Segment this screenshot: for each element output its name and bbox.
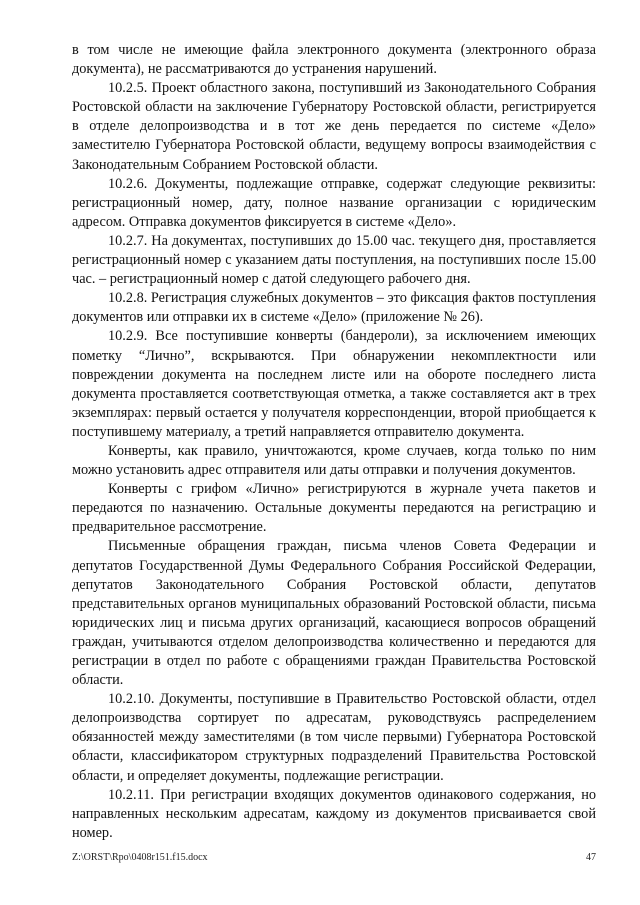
file-path: Z:\ORST\Rpo\0408r151.f15.docx [72, 852, 208, 863]
paragraph-10-2-10: 10.2.10. Документы, поступившие в Правительство Ростовской области, отдел делопроизводства сортирует по адресатам, руководствуясь распределением обязанностей между заместителями (в том числе первыми) Губернатора Ростовской области, классификатором структурных подразделений Правительства Ростовской области, и определяет документы, подлежащие регистрации. [72, 691, 596, 784]
paragraph-continuation: в том числе не имеющие файла электронного документа (электронного образа документа), не рассматриваются до устранения нарушений. [72, 42, 596, 78]
document-body [72, 41, 596, 843]
page-number: 47 [586, 852, 596, 863]
paragraph-personal-envelopes: Конверты с грифом «Лично» регистрируются в журнале учета пакетов и передаются по назначению. Остальные документы передаются на регистрацию и предварительное рассмотрение. [72, 481, 596, 536]
paragraph-10-2-9: 10.2.9. Все поступившие конверты (бандероли), за исключением имеющих пометку “Лично”, вскрываются. При обнаружении некомплектности или повреждении документа на последнем листе или на обороте последнего листа документа проставляется соответствующая отметка, а также составляется акт в трех экземплярах: первый остается у получателя корреспонденции, второй приобщается к поступившему материалу, а третий направляется отправителю документа. [72, 328, 596, 440]
paragraph-10-2-11: 10.2.11. При регистрации входящих документов одинакового содержания, но направленных нескольким адресатам, каждому из документов присваивается свой номер. [72, 786, 596, 841]
paragraph-10-2-5: 10.2.5. Проект областного закона, поступивший из Законодательного Собрания Ростовской области на заключение Губернатору Ростовской области, регистрируется в отделе делопроизводства и в тот же день передается по системе «Дело» заместителю Губернатора Ростовской области, ведущему вопросы взаимодействия с Законодательным Собранием Ростовской области. [72, 80, 596, 173]
paragraph-envelopes: Конверты, как правило, уничтожаются, кроме случаев, когда только по ним можно установить адрес отправителя или даты отправки и получения документов. [72, 442, 596, 479]
paragraph-10-2-8: 10.2.8. Регистрация служебных документов – это фиксация фактов поступления документов или отправки их в системе «Дело» (приложение № 26). [72, 290, 596, 326]
paragraph-10-2-7: 10.2.7. На документах, поступивших до 15.00 час. текущего дня, проставляется регистрационный номер с указанием даты поступления, на поступивших после 15.00 час. – регистрационный номер с датой следующего рабочего дня. [72, 232, 596, 288]
paragraph-10-2-6: 10.2.6. Документы, подлежащие отправке, содержат следующие реквизиты: регистрационный номер, дату, полное название организации с юридическим адресом. Отправка документов фиксируется в системе «Дело». [72, 175, 596, 230]
paragraph-citizen-appeals: Письменные обращения граждан, письма членов Совета Федерации и депутатов Государственной Думы Федерального Собрания Российской Федерации, депутатов Законодательного Собрания Ростовской области, депутатов представительных органов муниципальных образований Ростовской области, письма юридических лиц и письма других организаций, касающиеся вопросов обращений граждан, учитываются отделом делопроизводства количественно и передаются для регистрации в отдел по работе с обращениями граждан Правительства Ростовской области. [72, 538, 596, 689]
